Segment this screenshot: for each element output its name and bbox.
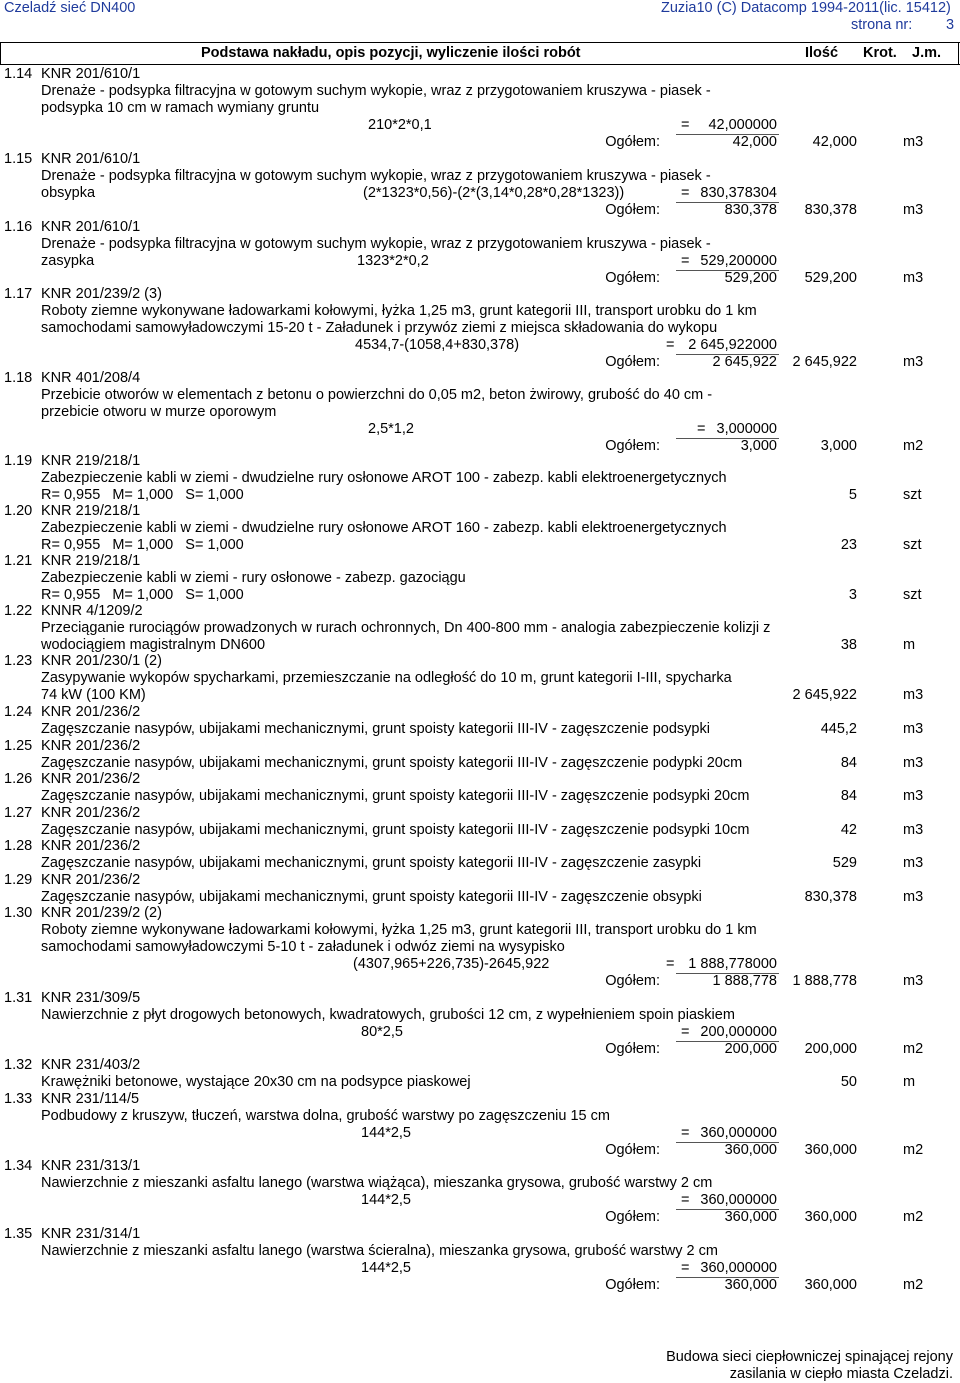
sum-value: 360,000 <box>724 1142 777 1158</box>
item-description: Nawierzchnie z mieszanki asfaltu lanego (warstwa wiążąca), mieszanka grysowa, grubość warstwy 2 cm <box>41 1175 713 1191</box>
formula-value: 360,000000 <box>700 1260 777 1276</box>
formula-value: 1 888,778000 <box>688 956 777 972</box>
sum-value: 830,378 <box>724 202 777 218</box>
item-code: KNR 231/313/1 <box>41 1158 141 1174</box>
item-description: Zabezpieczenie kabli w ziemi - dwudzielne rury osłonowe AROT 160 - zabezp. kabli elektroenergetycznych <box>41 520 727 536</box>
item-description: Roboty ziemne wykonywane ładowarkami kołowymi, łyżka 1,25 m3, grunt kategorii III, transport urobku do 1 km samochodami samowyładowczymi 15-20 t - Załadunek i przywóz ziemi z miejsca składowania do wykopu <box>41 303 757 336</box>
item-number: 1.14 <box>4 66 33 82</box>
item-number: 1.29 <box>4 872 33 888</box>
item-code: KNR 219/218/1 <box>41 503 141 519</box>
header-left-border <box>0 42 1 64</box>
item-number: 1.32 <box>4 1057 33 1073</box>
item-code: KNR 201/236/2 <box>41 771 141 787</box>
item-description: Zabezpieczenie kabli w ziemi - rury osłonowe - zabezp. gazociągu <box>41 570 466 586</box>
item-number: 1.15 <box>4 151 33 167</box>
item-quantity: 1 888,778 <box>792 973 857 989</box>
formula-value: 830,378304 <box>700 185 777 201</box>
item-description: Zabezpieczenie kabli w ziemi - dwudzielne rury osłonowe AROT 100 - zabezp. kabli elektroenergetycznych <box>41 470 727 486</box>
item-number: 1.17 <box>4 286 33 302</box>
item-number: 1.24 <box>4 704 33 720</box>
item-formula: 144*2,5 <box>361 1192 411 1208</box>
item-formula: 4534,7-(1058,4+830,378) <box>355 337 520 353</box>
sum-value: 360,000 <box>724 1209 777 1225</box>
item-quantity: 3 <box>848 587 857 603</box>
item-quantity: 445,2 <box>820 721 857 737</box>
item-unit: m3 <box>903 687 924 703</box>
item-code: KNR 201/230/1 (2) <box>41 653 162 669</box>
header-right-border <box>958 42 959 64</box>
item-code: KNR 201/610/1 <box>41 219 141 235</box>
item-unit: szt <box>903 537 922 553</box>
item-formula: (2*1323*0,56)-(2*(3,14*0,28*0,28*1323)) <box>363 185 625 201</box>
item-unit: m3 <box>903 973 924 989</box>
sum-value: 3,000 <box>740 438 777 454</box>
equals-sign: = <box>681 1024 690 1040</box>
item-quantity: 5 <box>848 487 857 503</box>
item-code: KNR 201/236/2 <box>41 805 141 821</box>
item-quantity: 38 <box>840 637 857 653</box>
item-unit: m2 <box>903 1041 924 1057</box>
item-unit: m3 <box>903 855 924 871</box>
item-description: Krawężniki betonowe, wystające 20x30 cm na podsypce piaskowej <box>41 1074 471 1090</box>
item-description: Zagęszczanie nasypów, ubijakami mechanicznymi, grunt spoisty kategorii III-IV - zagęszczenie zasypki <box>41 855 702 871</box>
sum-label: Ogółem: <box>605 1142 660 1158</box>
item-description: Drenaże - podsypka filtracyjna w gotowym suchym wykopie, wraz z przygotowaniem kruszywa - piasek - obsypka <box>41 168 711 201</box>
sum-value: 529,200 <box>724 270 777 286</box>
item-unit: m2 <box>903 1142 924 1158</box>
column-header-description: Podstawa nakładu, opis pozycji, wyliczenie ilości robót <box>201 45 581 61</box>
sum-label: Ogółem: <box>605 202 660 218</box>
item-quantity: 42 <box>840 822 857 838</box>
item-formula: 144*2,5 <box>361 1125 411 1141</box>
item-quantity: 529 <box>832 855 857 871</box>
item-quantity: 50 <box>840 1074 857 1090</box>
formula-value: 360,000000 <box>700 1192 777 1208</box>
item-description: Zagęszczanie nasypów, ubijakami mechanicznymi, grunt spoisty kategorii III-IV - zagęszczenie obsypki <box>41 889 702 905</box>
item-unit: m3 <box>903 889 924 905</box>
item-description: Nawierzchnie z płyt drogowych betonowych, kwadratowych, grubości 12 cm, z wypełnieniem spoin piaskiem <box>41 1007 735 1023</box>
item-quantity: 830,378 <box>804 202 857 218</box>
item-number: 1.31 <box>4 990 33 1006</box>
formula-value: 2 645,922000 <box>688 337 777 353</box>
item-formula: 80*2,5 <box>361 1024 403 1040</box>
item-number: 1.18 <box>4 370 33 386</box>
item-code: KNR 219/218/1 <box>41 453 141 469</box>
item-description: Podbudowy z kruszyw, tłuczeń, warstwa dolna, grubość warstwy po zagęszczeniu 15 cm <box>41 1108 610 1124</box>
item-number: 1.30 <box>4 905 33 921</box>
item-number: 1.34 <box>4 1158 33 1174</box>
item-quantity: 200,000 <box>804 1041 857 1057</box>
item-quantity: 2 645,922 <box>792 687 857 703</box>
item-quantity: 830,378 <box>804 889 857 905</box>
item-code: KNR 231/114/5 <box>41 1091 140 1107</box>
item-description: Przeciąganie rurociągów prowadzonych w rurach ochronnych, Dn 400-800 mm - analogia zabezpieczenie kolizji z wodociągiem magistralnym DN600 <box>41 620 771 653</box>
item-code: KNR 201/239/2 (2) <box>41 905 162 921</box>
item-number: 1.26 <box>4 771 33 787</box>
sum-value: 360,000 <box>724 1277 777 1293</box>
item-unit: m2 <box>903 1209 924 1225</box>
item-unit: m2 <box>903 1277 924 1293</box>
item-code: KNR 219/218/1 <box>41 553 141 569</box>
item-quantity: 23 <box>840 537 857 553</box>
sum-label: Ogółem: <box>605 1209 660 1225</box>
item-code: KNR 201/239/2 (3) <box>41 286 162 302</box>
item-quantity: 3,000 <box>820 438 857 454</box>
column-header-multiplier: Krot. <box>863 45 897 61</box>
item-description: Roboty ziemne wykonywane ładowarkami kołowymi, łyżka 1,25 m3, grunt kategorii III, transport urobku do 1 km samochodami samowyładowczymi 5-10 t - załadunek i odwóz ziemi na wysypisko <box>41 922 757 955</box>
item-quantity: 529,200 <box>804 270 857 286</box>
item-formula: (4307,965+226,735)-2645,922 <box>353 956 550 972</box>
item-number: 1.27 <box>4 805 33 821</box>
document-title: Czeladź sieć DN400 <box>4 0 136 16</box>
software-license: Zuzia10 (C) Datacomp 1994-2011(lic. 15412) <box>661 0 951 16</box>
rms-coefficients: R= 0,955 M= 1,000 S= 1,000 <box>41 487 244 503</box>
item-code: KNR 201/610/1 <box>41 66 141 82</box>
equals-sign: = <box>666 956 675 972</box>
item-quantity: 360,000 <box>804 1277 857 1293</box>
item-code: KNR 201/236/2 <box>41 838 141 854</box>
sum-label: Ogółem: <box>605 1277 660 1293</box>
formula-value: 3,000000 <box>716 421 777 437</box>
item-quantity: 360,000 <box>804 1209 857 1225</box>
item-unit: m3 <box>903 270 924 286</box>
item-unit: m <box>903 637 916 653</box>
formula-value: 200,000000 <box>700 1024 777 1040</box>
item-description: Zagęszczanie nasypów, ubijakami mechanicznymi, grunt spoisty kategorii III-IV - zagęszczenie podsypki <box>41 721 710 737</box>
item-number: 1.20 <box>4 503 33 519</box>
sum-label: Ogółem: <box>605 354 660 370</box>
item-number: 1.23 <box>4 653 33 669</box>
item-code: KNNR 4/1209/2 <box>41 603 143 619</box>
sum-value: 2 645,922 <box>712 354 777 370</box>
formula-value: 42,000000 <box>708 117 777 133</box>
equals-sign: = <box>681 1125 690 1141</box>
column-header-unit: J.m. <box>912 45 942 61</box>
item-number: 1.22 <box>4 603 33 619</box>
item-code: KNR 401/208/4 <box>41 370 141 386</box>
item-quantity: 360,000 <box>804 1142 857 1158</box>
column-header-quantity: Ilość <box>805 45 839 61</box>
item-unit: szt <box>903 587 922 603</box>
sum-label: Ogółem: <box>605 1041 660 1057</box>
item-number: 1.25 <box>4 738 33 754</box>
item-unit: m3 <box>903 721 924 737</box>
item-unit: m3 <box>903 755 924 771</box>
sum-label: Ogółem: <box>605 134 660 150</box>
item-unit: m <box>903 1074 916 1090</box>
item-description: Przebicie otworów w elementach z betonu o powierzchni do 0,05 m2, beton żwirowy, grubość do 40 cm - przebicie otworu w murze oporowym <box>41 387 713 420</box>
equals-sign: = <box>681 117 690 133</box>
item-code: KNR 231/403/2 <box>41 1057 141 1073</box>
item-unit: m3 <box>903 788 924 804</box>
equals-sign: = <box>681 253 690 269</box>
item-formula: 2,5*1,2 <box>368 421 414 437</box>
header-bottom-rule <box>0 64 960 65</box>
page-number: 3 <box>946 17 955 33</box>
equals-sign: = <box>681 1260 690 1276</box>
item-code: KNR 231/309/5 <box>41 990 141 1006</box>
sum-value: 200,000 <box>724 1041 777 1057</box>
page-number-label: strona nr: <box>851 17 913 33</box>
item-description: Zagęszczanie nasypów, ubijakami mechanicznymi, grunt spoisty kategorii III-IV - zagęszczenie podsypki 20cm <box>41 788 750 804</box>
formula-value: 360,000000 <box>700 1125 777 1141</box>
item-formula: 210*2*0,1 <box>368 117 432 133</box>
item-code: KNR 201/610/1 <box>41 151 141 167</box>
item-quantity: 42,000 <box>812 134 857 150</box>
footer-project-title-line1: Budowa sieci ciepłowniczej spinającej rejony <box>666 1349 953 1365</box>
item-formula: 1323*2*0,2 <box>357 253 429 269</box>
item-description: Zagęszczanie nasypów, ubijakami mechanicznymi, grunt spoisty kategorii III-IV - zagęszczenie podypki 20cm <box>41 755 743 771</box>
item-unit: m3 <box>903 134 924 150</box>
item-description: Zagęszczanie nasypów, ubijakami mechanicznymi, grunt spoisty kategorii III-IV - zagęszczenie podsypki 10cm <box>41 822 750 838</box>
sum-label: Ogółem: <box>605 270 660 286</box>
equals-sign: = <box>666 337 675 353</box>
item-number: 1.35 <box>4 1226 33 1242</box>
item-quantity: 84 <box>840 788 857 804</box>
item-number: 1.21 <box>4 553 33 569</box>
item-description: Zasypywanie wykopów spycharkami, przemieszczanie na odległość do 10 m, grunt kategorii I-III, spycharka 74 kW (100 KM) <box>41 670 732 703</box>
item-number: 1.33 <box>4 1091 33 1107</box>
item-unit: szt <box>903 487 922 503</box>
sum-value: 42,000 <box>732 134 777 150</box>
item-code: KNR 201/236/2 <box>41 872 141 888</box>
header-top-rule <box>0 42 960 43</box>
item-formula: 144*2,5 <box>361 1260 411 1276</box>
item-description: Nawierzchnie z mieszanki asfaltu lanego (warstwa ścieralna), mieszanka grysowa, grubość warstwy 2 cm <box>41 1243 718 1259</box>
item-code: KNR 231/314/1 <box>41 1226 141 1242</box>
item-unit: m3 <box>903 822 924 838</box>
item-quantity: 84 <box>840 755 857 771</box>
item-unit: m3 <box>903 202 924 218</box>
footer-project-title-line2: zasilania w ciepło miasta Czeladzi. <box>729 1366 953 1382</box>
item-code: KNR 201/236/2 <box>41 738 141 754</box>
item-description: Drenaże - podsypka filtracyjna w gotowym suchym wykopie, wraz z przygotowaniem kruszywa - piasek - podsypka 10 cm w ramach wymiany gruntu <box>41 83 711 116</box>
rms-coefficients: R= 0,955 M= 1,000 S= 1,000 <box>41 587 244 603</box>
sum-label: Ogółem: <box>605 438 660 454</box>
item-unit: m2 <box>903 438 924 454</box>
item-code: KNR 201/236/2 <box>41 704 141 720</box>
item-description: Drenaże - podsypka filtracyjna w gotowym suchym wykopie, wraz z przygotowaniem kruszywa - piasek - zasypka <box>41 236 711 269</box>
item-quantity: 2 645,922 <box>792 354 857 370</box>
equals-sign: = <box>681 1192 690 1208</box>
item-number: 1.28 <box>4 838 33 854</box>
item-unit: m3 <box>903 354 924 370</box>
formula-value: 529,200000 <box>700 253 777 269</box>
rms-coefficients: R= 0,955 M= 1,000 S= 1,000 <box>41 537 244 553</box>
equals-sign: = <box>697 421 706 437</box>
equals-sign: = <box>681 185 690 201</box>
sum-value: 1 888,778 <box>712 973 777 989</box>
sum-label: Ogółem: <box>605 973 660 989</box>
item-number: 1.19 <box>4 453 33 469</box>
item-number: 1.16 <box>4 219 33 235</box>
